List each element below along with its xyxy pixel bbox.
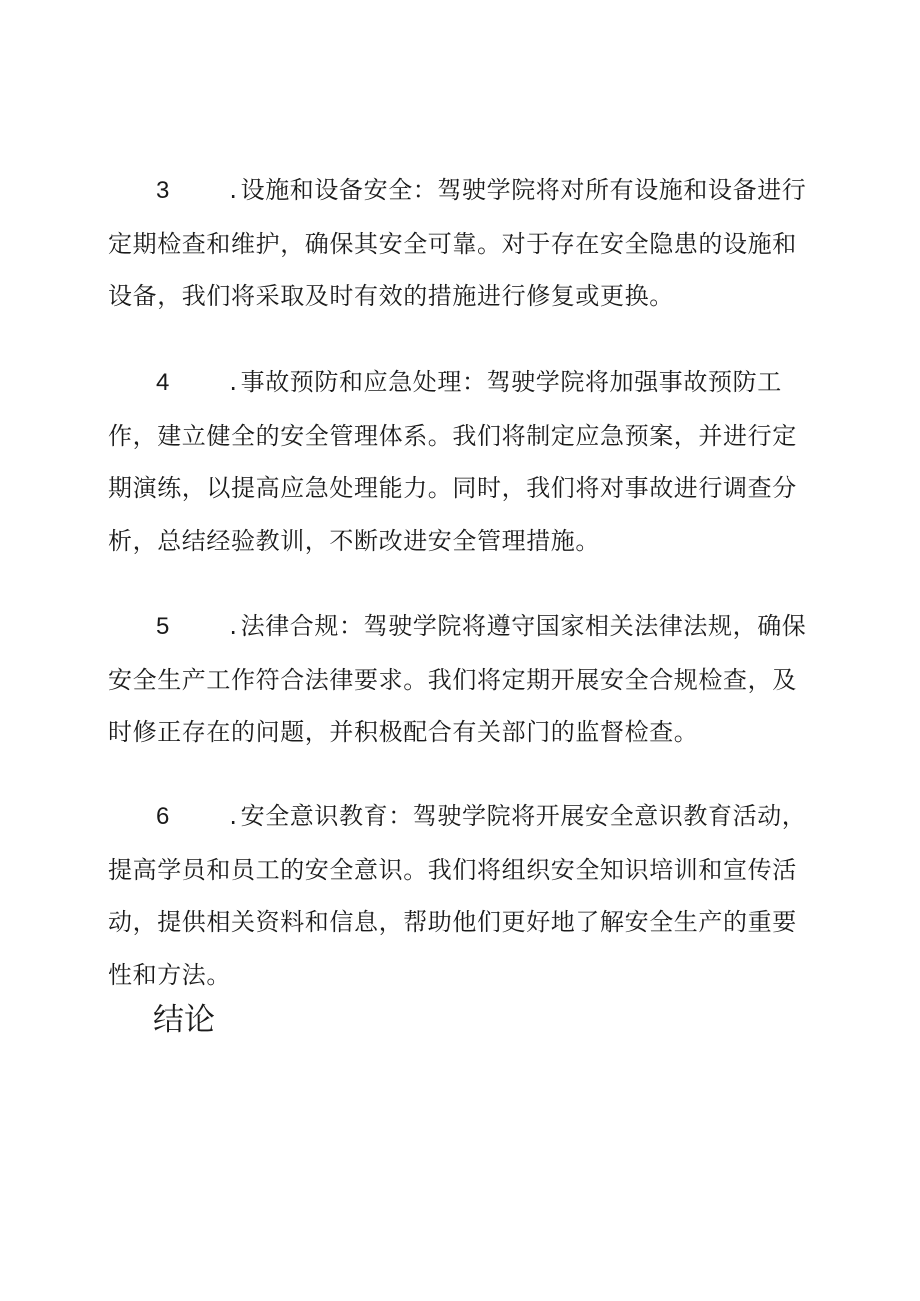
item-number: 4 xyxy=(156,369,170,396)
item-separator: . xyxy=(229,802,238,830)
item-number: 5 xyxy=(156,613,170,640)
item-separator: . xyxy=(229,368,238,396)
item-number: 3 xyxy=(156,177,170,204)
item-separator: . xyxy=(229,176,238,204)
item-text: 安全意识教育：驾驶学院将开展安全意识教育活动，提高学员和员工的安全意识。我们将组织安全知识培训和宣传活动，提供相关资料和信息，帮助他们更好地了解安全生产的重要性和方法。 xyxy=(108,802,807,989)
item-text: 法律合规：驾驶学院将遵守国家相关法律法规，确保安全生产工作符合法律要求。我们将定期开展安全合规检查，及时修正存在的问题，并积极配合有关部门的监督检查。 xyxy=(108,612,807,746)
conclusion-heading: 结论 xyxy=(153,1002,215,1038)
item-text: 事故预防和应急处理：驾驶学院将加强事故预防工作，建立健全的安全管理体系。我们将制定应急预案，并进行定期演练，以提高应急处理能力。同时，我们将对事故进行调查分析，总结经验教训，不断改进安全管理措施。 xyxy=(108,368,797,555)
list-item-5 xyxy=(108,600,820,759)
item-number: 6 xyxy=(156,803,170,830)
list-item-3 xyxy=(108,164,820,323)
list-item-6 xyxy=(108,790,820,1001)
item-separator: . xyxy=(229,612,238,640)
list-item-4 xyxy=(108,356,820,567)
item-text: 设施和设备安全：驾驶学院将对所有设施和设备进行定期检查和维护，确保其安全可靠。对于存在安全隐患的设施和设备，我们将采取及时有效的措施进行修复或更换。 xyxy=(108,176,807,310)
